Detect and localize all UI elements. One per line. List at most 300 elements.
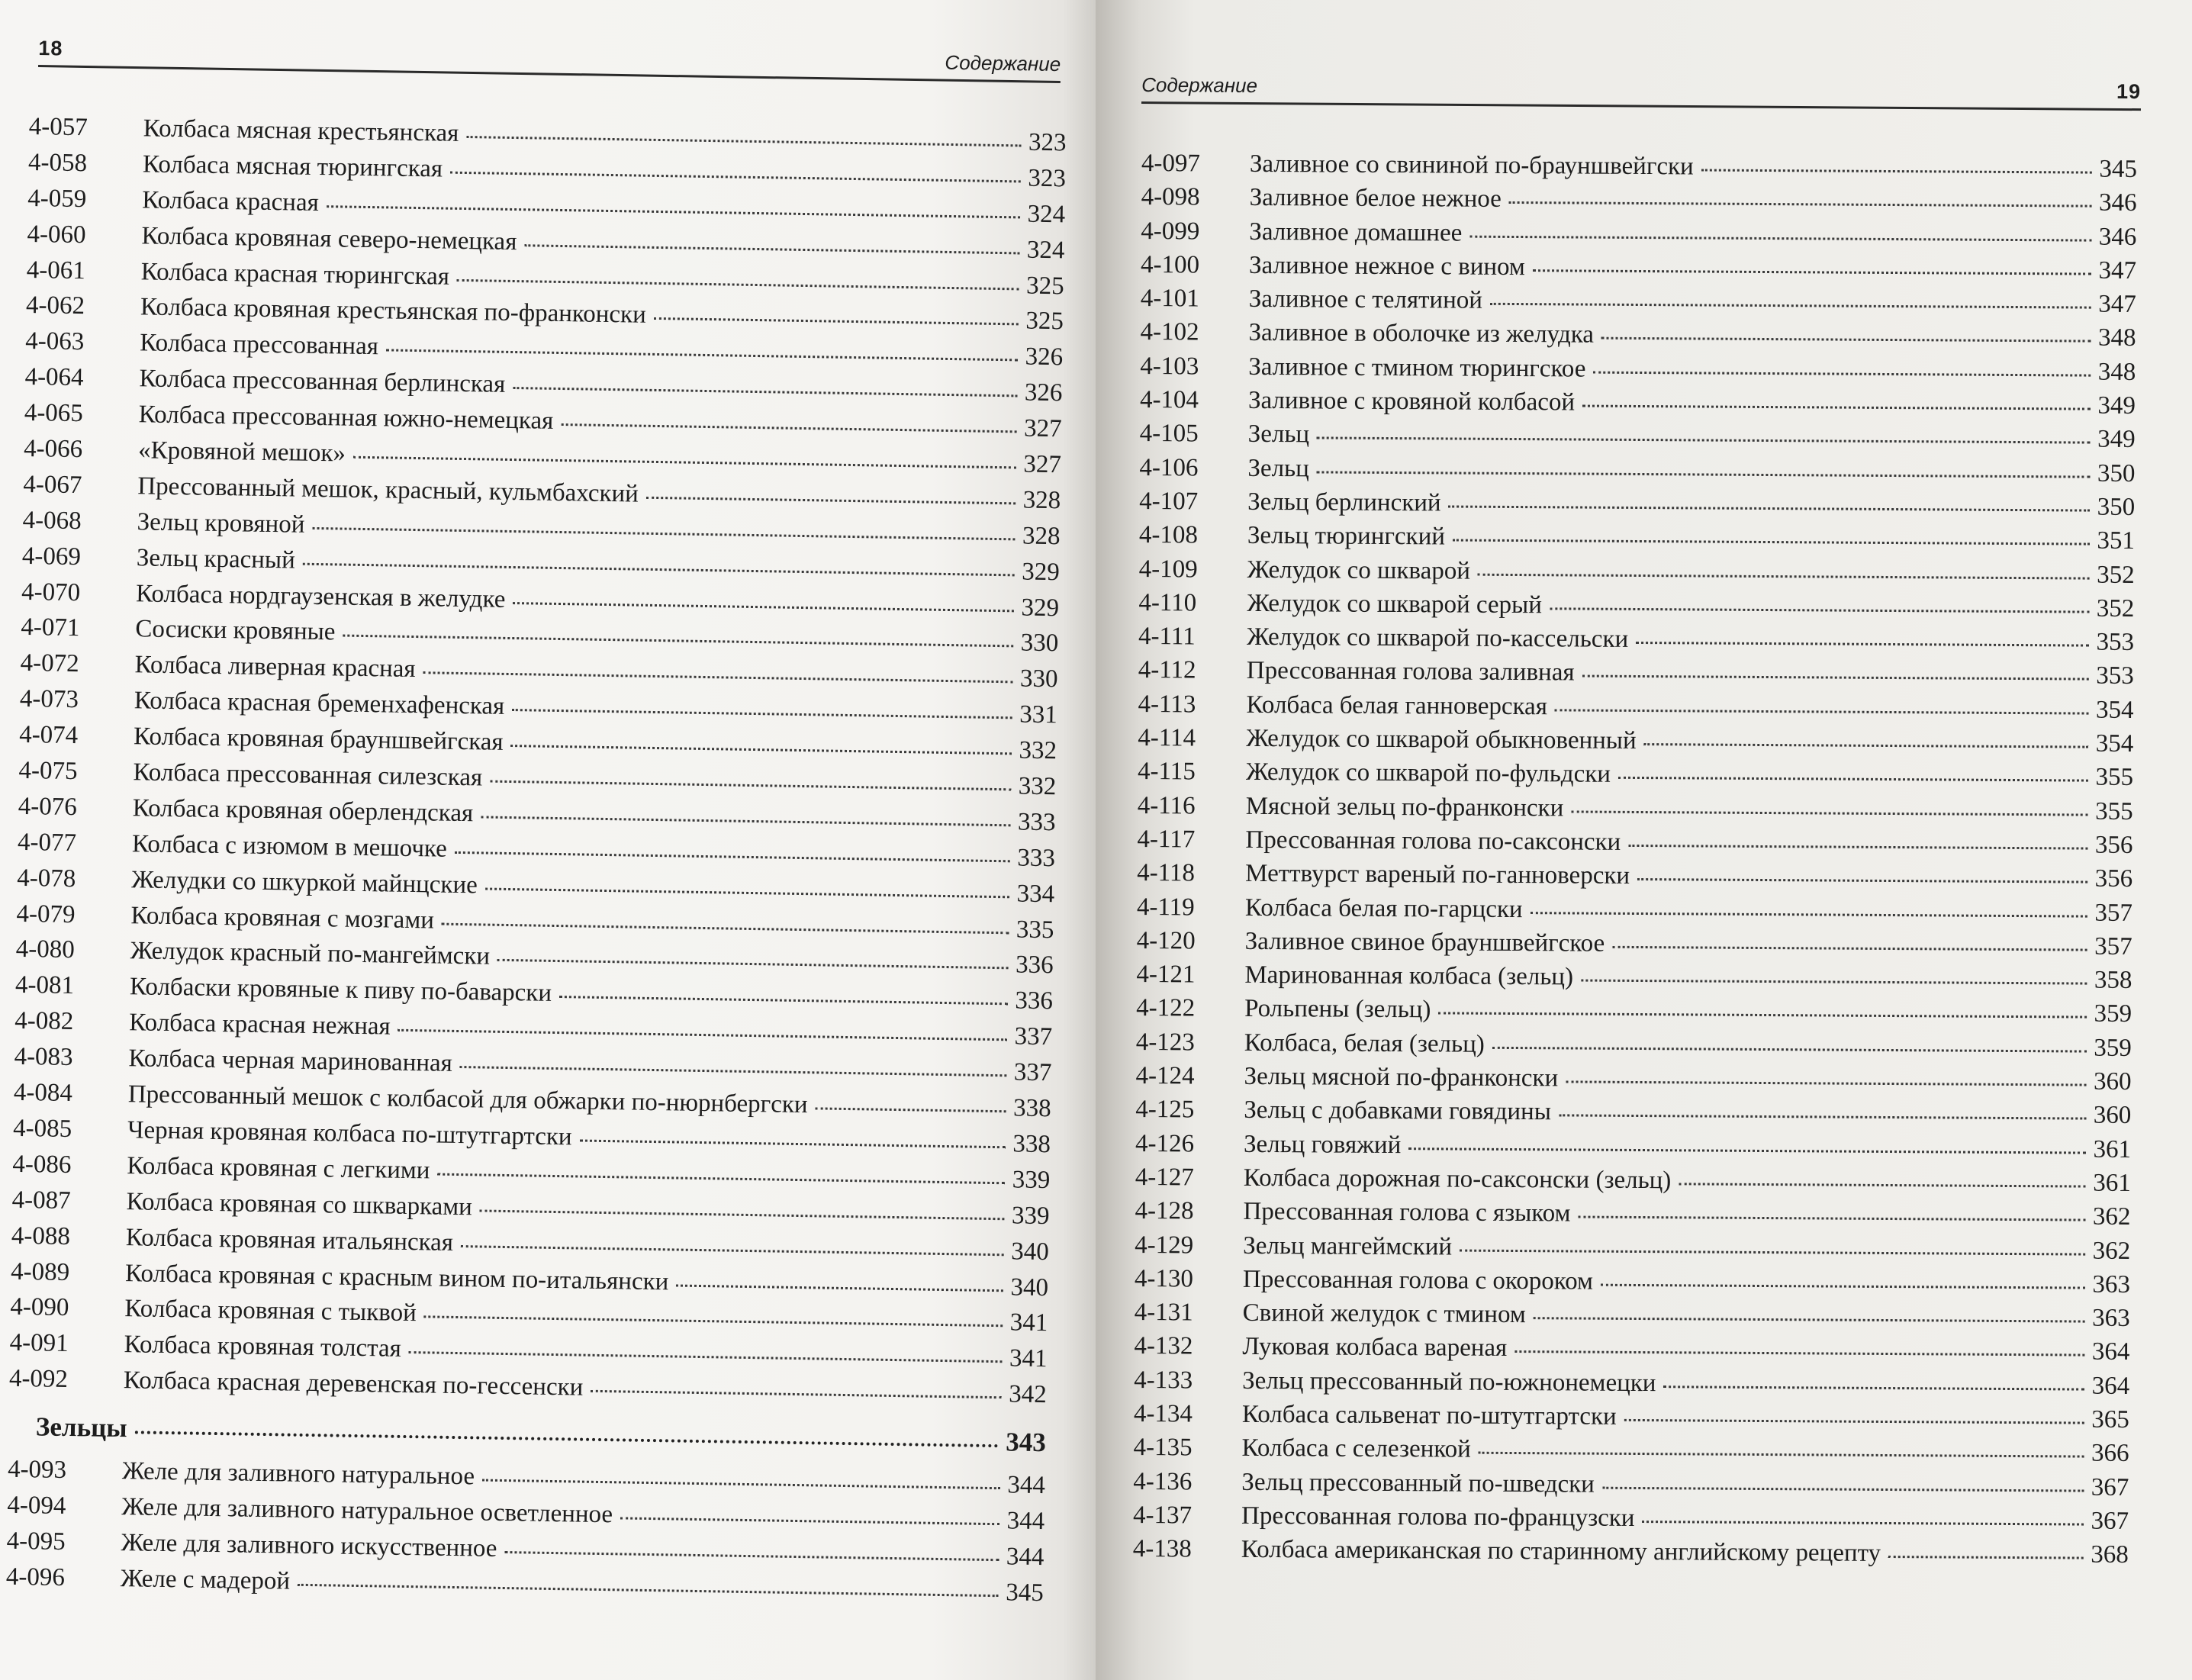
entry-title: Колбаса черная маринованная [128,1044,453,1078]
entry-page-number: 328 [1022,522,1061,551]
entry-title: Желудок со шкварой обыкновенный [1246,724,1637,755]
dot-leader [1628,845,2087,850]
entry-page-number: 339 [1012,1166,1051,1195]
dot-leader [1534,1317,2084,1322]
entry-code: 4-106 [1139,453,1199,482]
entry-title: Колбаса кровяная оберлендская [132,794,474,828]
entry-page-number: 346 [2098,223,2137,251]
entry-page-number: 340 [1010,1237,1050,1266]
dot-leader [1636,642,2088,647]
entry-code: 4-073 [19,685,79,714]
entry-page-number: 344 [1006,1507,1045,1536]
dot-leader [423,672,1012,684]
left-toc-list [5,114,1066,1617]
dot-leader [1612,946,2087,951]
entry-title: Колбаса кровяная с красным вином по-итальянски [124,1259,669,1295]
entry-page-number: 356 [2094,864,2133,893]
dot-leader [512,709,1012,719]
entry-title: Колбаса кровяная со шкварками [126,1187,473,1221]
entry-page-number: 367 [2091,1473,2129,1501]
entry-page-number: 332 [1018,772,1057,801]
entry-page-number: 349 [2097,426,2136,454]
entry-title: Желудок со шкварой серый [1247,589,1543,620]
entry-page-number: 330 [1019,665,1058,694]
dot-leader [1679,1183,2085,1187]
dot-leader [513,602,1013,612]
dot-leader [1317,437,2090,444]
entry-title: Зельц прессованный по-южнонемецки [1242,1366,1656,1397]
dot-leader [327,205,1020,218]
dot-leader [580,1139,1006,1148]
entry-code: 4-074 [18,721,79,750]
entry-code: 4-069 [21,542,82,571]
entry-code: 4-114 [1138,724,1196,752]
dot-leader [482,1479,999,1490]
entry-page-number: 341 [1009,1308,1048,1337]
entry-page-number: 342 [1009,1380,1048,1409]
entry-page-number: 328 [1022,486,1061,515]
entry-title: Зельц мясной по-франконски [1244,1062,1559,1093]
entry-code: 4-100 [1140,250,1200,279]
entry-title: Зельц тюрингский [1247,522,1446,551]
dot-leader [559,996,1007,1005]
entry-page-number: 324 [1026,236,1065,265]
entry-page-number: 327 [1023,414,1062,443]
entry-title: Колбаса кровяная брауншвейгская [133,723,504,757]
entry-code: 4-104 [1139,386,1199,414]
dot-leader [437,1173,1004,1184]
entry-title: Рольпены (зельц) [1244,995,1431,1024]
entry-title: Желудок со шкварой [1247,555,1471,585]
dot-leader [513,387,1017,397]
dot-leader [591,1390,1001,1398]
entry-title: Заливное со свининой по-брауншвейгски [1249,150,1694,181]
entry-title: Зельц [1247,420,1310,449]
entry-page-number: 356 [2094,831,2133,859]
entry-code: 4-108 [1138,521,1199,549]
entry-title: Колбаса прессованная южно-немецкая [138,401,554,435]
entry-code: 4-128 [1135,1197,1194,1225]
dot-leader [1438,1012,2086,1019]
entry-code: 4-095 [6,1527,66,1556]
entry-page-number: 357 [2094,932,2132,961]
entry-title: Желе с мадерой [120,1564,291,1595]
entry-page-number: 329 [1021,594,1060,622]
entry-code: 4-123 [1135,1028,1195,1057]
entry-page-number: 361 [2093,1135,2132,1163]
entry-page-number: 337 [1013,1058,1052,1087]
dot-leader [490,780,1011,791]
entry-code: 4-064 [24,363,84,392]
dot-leader [1449,505,2090,511]
dot-leader [461,1245,1003,1256]
entry-page-number: 362 [2092,1202,2131,1231]
dot-leader [1531,912,2087,917]
entry-title: Колбаса мясная крестьянская [143,114,459,147]
right-entries-group [1133,151,2137,1576]
entry-title: Колбаса прессованная силезская [133,758,483,792]
dot-leader [1514,1350,2084,1357]
entry-code: 4-083 [14,1043,73,1072]
dot-leader [1469,235,2091,241]
entry-code: 4-067 [23,470,82,500]
entry-page-number: 327 [1023,450,1062,479]
dot-leader [466,136,1021,146]
entry-code: 4-124 [1135,1061,1195,1090]
entry-page-number: 365 [2091,1405,2129,1434]
entry-title: Заливное свиное брауншвейгское [1244,927,1605,957]
entry-page-number: 335 [1016,916,1054,944]
entry-page-number: 330 [1020,629,1059,658]
entry-title: Меттвурст вареный по-ганноверски [1245,860,1630,890]
entry-title: Луковая колбаса вареная [1242,1333,1508,1363]
entry-code: 4-080 [15,935,76,964]
entry-page-number: 363 [2092,1304,2130,1333]
dot-leader [398,1029,1007,1041]
entry-code: 4-099 [1141,217,1200,246]
entry-page-number: 326 [1025,343,1064,372]
dot-leader [424,1316,1003,1328]
entry-page-number: 368 [2091,1540,2129,1569]
entry-code: 4-109 [1138,555,1198,584]
dot-leader [455,851,1010,862]
entry-code: 4-077 [17,828,77,857]
entry-title: Сосиски кровяные [135,615,336,646]
entry-page-number: 323 [1028,128,1067,157]
entry-page-number: 361 [2093,1169,2131,1197]
entry-page-number: 357 [2094,899,2133,927]
entry-page-number: 338 [1012,1130,1051,1159]
right-running-head [1141,73,2141,111]
entry-title: Прессованная голова с языком [1243,1198,1571,1228]
entry-page-number: 325 [1025,272,1064,300]
dot-leader [457,278,1019,290]
dot-leader [386,349,1018,362]
entry-code: 4-079 [16,900,76,929]
entry-title: Колбаса, белая (зельц) [1244,1028,1485,1058]
entry-code: 4-113 [1138,690,1196,719]
entry-code: 4-081 [14,971,75,1000]
entry-title: Колбаса красная деревенская по-гессенски [123,1366,584,1402]
dot-leader [1533,269,2091,275]
entry-page-number: 348 [2097,324,2136,352]
entry-title: Колбаса красная тюрингская [140,257,450,291]
entry-code: 4-086 [12,1150,72,1179]
entry-page-number: 333 [1017,808,1056,837]
dot-leader [1593,371,2090,376]
entry-page-number: 347 [2098,290,2136,319]
entry-page-number: 364 [2091,1372,2130,1400]
entry-title: Желудок со шкварой по-кассельски [1247,623,1629,654]
dot-leader [1663,1386,2084,1390]
entry-title: Желудок красный по-мангеймски [130,937,491,971]
entry-title: Колбаса кровяная итальянская [125,1223,454,1257]
dot-leader [312,527,1015,540]
entry-code: 4-062 [25,291,85,320]
dot-leader [1566,1080,2086,1086]
entry-title: Зельц красный [136,543,296,574]
dot-leader [303,562,1014,576]
entry-code: 4-103 [1140,352,1199,381]
left-running-head [38,37,1061,83]
entry-code: 4-082 [14,1007,74,1036]
entry-code: 4-078 [16,864,76,893]
entry-title: Желудки со шкуркой майнцские [130,865,478,900]
entry-code: 4-138 [1132,1535,1192,1563]
entry-page-number: 352 [2096,594,2135,623]
entry-title: Колбаса мясная тюрингская [142,150,443,183]
entry-code: 4-072 [20,649,79,678]
entry-title: Прессованная голова по-саксонски [1245,826,1621,856]
dot-leader [481,816,1010,826]
entry-page-number: 329 [1021,558,1061,586]
entry-page-number: 354 [2095,696,2134,724]
dot-leader [409,1351,1002,1363]
entry-title: Прессованная голова заливная [1246,657,1575,687]
entry-code: 4-058 [27,148,88,178]
entry-code: 4-071 [21,613,80,642]
entry-code: 4-116 [1137,791,1196,820]
left-entries-group-a [8,114,1066,1418]
dot-leader [524,244,1019,254]
dot-leader [511,745,1012,755]
entry-title: Колбаса прессованная [140,329,379,361]
entry-page-number: 367 [2091,1507,2129,1535]
entry-code: 4-091 [9,1329,69,1358]
entry-page-number: 366 [2091,1439,2129,1468]
dot-leader [1582,405,2090,410]
entry-page-number: 355 [2095,763,2134,792]
dot-leader [1317,471,2090,478]
entry-code: 4-059 [27,184,87,213]
right-page [1096,0,2192,1680]
dot-leader [1624,1419,2084,1424]
section-heading-title: Зельцы [35,1411,127,1443]
dot-leader [1492,1047,2087,1053]
entry-page-number: 359 [2094,1000,2132,1028]
entry-page-number: 339 [1011,1202,1050,1230]
entry-page-number: 362 [2092,1237,2131,1265]
entry-page-number: 358 [2094,966,2132,995]
dot-leader [1701,169,2092,173]
entry-title: Заливное белое нежное [1249,184,1502,214]
entry-title: Зельц мангеймский [1243,1231,1453,1261]
dot-leader [343,635,1012,648]
entry-code: 4-096 [5,1563,66,1591]
entry-title: Колбаса кровяная северо-немецкая [141,222,517,256]
dot-leader [1581,980,2087,985]
entry-title: Колбаса американская по старинному английскому рецепту [1241,1536,1881,1568]
entry-code: 4-084 [13,1078,73,1108]
entry-title: Колбаса белая по-гарцски [1244,893,1523,923]
entry-code: 4-094 [7,1491,66,1520]
dot-leader [646,497,1016,505]
entry-title: Зельц с добавками говядины [1244,1096,1552,1126]
entry-code: 4-126 [1135,1129,1195,1158]
entry-page-number: 364 [2091,1338,2130,1366]
entry-page-number: 326 [1024,378,1063,407]
entry-code: 4-107 [1139,487,1199,516]
entry-title: Колбаса красная бременхафенская [134,687,505,721]
entry-page-number: 345 [1005,1579,1044,1607]
dot-leader [353,456,1016,469]
entry-code: 4-122 [1136,994,1196,1022]
entry-title: Колбаса с изюмом в мешочке [131,830,448,863]
entry-page-number: 323 [1028,164,1067,193]
dot-leader [1601,337,2091,343]
entry-code: 4-120 [1136,926,1196,955]
dot-leader [1888,1556,2083,1559]
entry-page-number: 334 [1016,880,1055,908]
entry-code: 4-102 [1140,318,1199,346]
entry-page-number: 355 [2095,797,2133,826]
dot-leader [1550,607,2089,613]
dot-leader [497,959,1008,970]
entry-page-number: 331 [1019,700,1058,729]
dot-leader [1644,743,2088,748]
entry-code: 4-101 [1140,285,1199,313]
entry-title: Колбаса кровяная с легкими [127,1152,430,1185]
entry-page-number: 344 [1006,1543,1044,1571]
section-heading-page: 343 [1006,1427,1047,1458]
entry-page-number: 354 [2095,729,2134,758]
entry-code: 4-066 [23,434,83,464]
entry-code: 4-085 [12,1114,72,1143]
entry-code: 4-061 [26,256,86,285]
entry-code: 4-093 [7,1455,67,1485]
entry-page-number: 324 [1027,200,1066,229]
entry-title: Заливное с телятиной [1248,285,1483,314]
entry-code: 4-097 [1141,150,1201,178]
entry-code: 4-135 [1133,1434,1193,1462]
entry-code: 4-125 [1135,1096,1195,1124]
entry-code: 4-131 [1134,1299,1193,1327]
dot-leader [1571,810,2087,816]
dot-leader [480,1209,1004,1220]
entry-title: Зельц берлинский [1247,488,1441,517]
dot-leader [504,1551,999,1561]
entry-code: 4-129 [1135,1231,1194,1259]
entry-title: Зельц кровяной [137,508,305,539]
entry-title: Желе для заливного натуральное осветленное [121,1493,613,1529]
entry-code: 4-136 [1133,1467,1193,1496]
entry-page-number: 350 [2097,493,2136,521]
dot-leader [460,1066,1006,1077]
entry-page-number: 336 [1015,951,1054,980]
entry-title: Заливное домашнее [1249,217,1463,247]
dot-leader [1642,1521,2083,1526]
entry-code: 4-076 [18,792,78,822]
entry-page-number: 333 [1017,844,1056,873]
dot-leader [1555,709,2088,714]
left-entries-group-b [5,1457,1045,1617]
entry-page-number: 345 [2099,155,2137,183]
entry-title: Желудок со шкварой по-фульдски [1245,758,1611,789]
dot-leader [1637,878,2087,883]
dot-leader [298,1584,998,1597]
left-running-head-label: Содержание [945,50,1061,76]
entry-code: 4-098 [1141,183,1200,211]
entry-code: 4-121 [1136,961,1196,989]
dot-leader [654,317,1019,326]
entry-title: Колбаса прессованная берлинская [139,365,506,399]
entry-page-number: 325 [1025,307,1064,336]
dot-leader [1453,539,2089,546]
entry-page-number: 346 [2098,188,2137,217]
entry-page-number: 349 [2097,391,2136,420]
dot-leader [815,1107,1006,1112]
entry-title: Колбаса с селезенкой [1241,1434,1471,1463]
right-running-head-label: Содержание [1141,73,1258,98]
entry-page-number: 344 [1007,1471,1046,1500]
entry-code: 4-089 [10,1257,70,1286]
entry-title: Колбаса кровяная толстая [124,1331,402,1363]
dot-leader [485,887,1009,898]
entry-title: Свиной желудок с тмином [1242,1299,1526,1329]
entry-code: 4-133 [1134,1366,1193,1395]
entry-title: «Кровяной мешок» [137,436,346,468]
left-page-number: 18 [38,37,63,60]
dot-leader [442,922,1009,934]
entry-title: Заливное нежное с вином [1248,251,1525,281]
entry-code: 4-092 [8,1364,69,1394]
entry-code: 4-130 [1134,1264,1194,1293]
entry-page-number: 359 [2094,1034,2132,1062]
dot-leader [1490,303,2091,309]
entry-page-number: 347 [2098,256,2137,285]
dot-leader [1559,1115,2086,1120]
dot-leader [1582,675,2089,681]
entry-title: Колбаса нордгаузенская в желудке [135,579,506,613]
entry-title: Зельц говяжий [1243,1130,1402,1159]
entry-code: 4-117 [1137,825,1196,854]
dot-leader [1601,1284,2085,1289]
entry-code: 4-090 [10,1293,69,1322]
entry-code: 4-119 [1136,893,1195,921]
entry-title: Колбаса кровяная с мозгами [130,901,435,935]
dot-leader [620,1517,999,1525]
entry-code: 4-111 [1138,623,1196,651]
entry-code: 4-112 [1138,656,1196,684]
entry-title: Маринованная колбаса (зельц) [1244,961,1574,991]
entry-title: Черная кровяная колбаса по-штутгартски [127,1116,572,1151]
entry-code: 4-115 [1137,758,1196,786]
entry-title: Зельц [1247,454,1309,483]
entry-code: 4-134 [1133,1399,1193,1428]
dot-leader [1479,1452,2084,1458]
entry-code: 4-057 [28,113,89,142]
entry-title: Желе для заливного натуральное [121,1457,475,1491]
entry-title: Колбаса белая ганноверская [1246,690,1548,721]
entry-code: 4-118 [1137,859,1196,887]
entry-page-number: 360 [2093,1067,2132,1096]
entry-title: Заливное с кровяной колбасой [1247,386,1576,417]
entry-title: Колбаса красная нежная [129,1009,391,1041]
dot-leader [676,1284,1003,1292]
entry-title: Колбаса ливерная красная [134,651,416,684]
entry-code: 4-063 [25,327,85,356]
dot-leader [1618,777,2088,782]
dot-leader [1460,1249,2085,1255]
dot-leader [1408,1147,2085,1154]
entry-code: 4-137 [1132,1501,1193,1530]
entry-title: Прессованный мешок с колбасой для обжарки по-нюрнбергски [127,1080,808,1119]
entry-code: 4-110 [1138,588,1197,617]
entry-page-number: 352 [2097,561,2135,589]
entry-code: 4-075 [18,756,78,786]
entry-page-number: 338 [1012,1094,1051,1123]
dot-leader [1509,201,2091,208]
